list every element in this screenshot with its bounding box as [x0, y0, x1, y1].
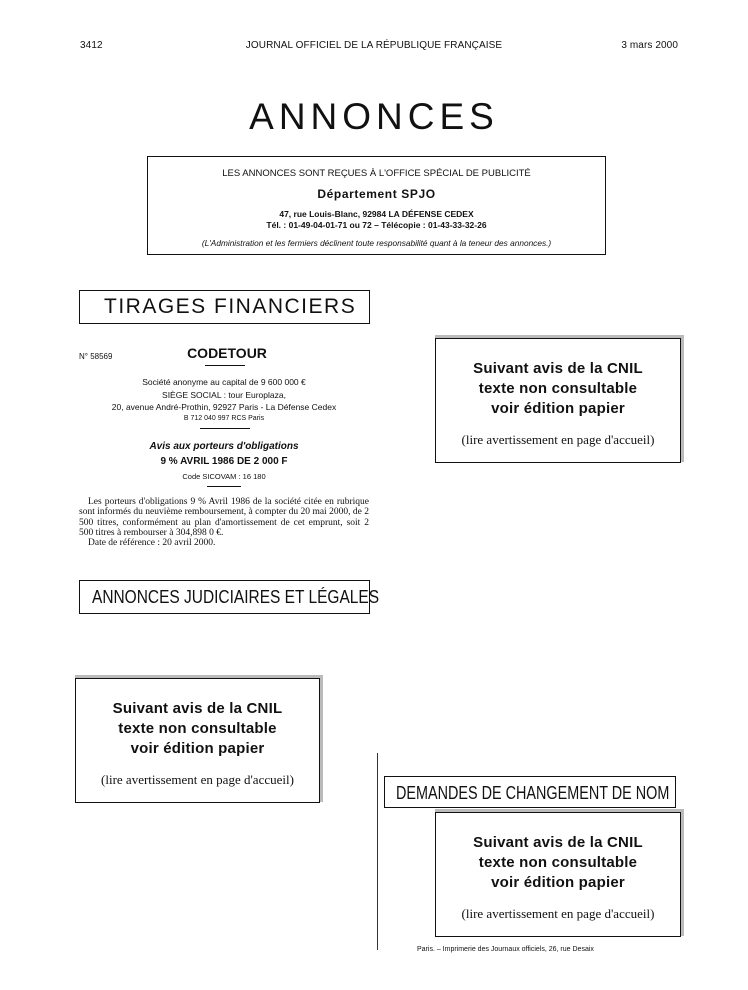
section-heading-tirages	[79, 290, 370, 324]
box-shadow	[435, 809, 684, 812]
box-shadow	[681, 810, 684, 936]
section-heading-changement-nom	[384, 776, 676, 808]
divider	[200, 428, 250, 429]
box-shadow	[681, 336, 684, 462]
department-phone: Tél. : 01-49-04-01-71 ou 72 – Télécopie : 01-43-33-32-26	[266, 220, 487, 230]
cnil-line: texte non consultable	[118, 720, 277, 737]
cnil-line: voir édition papier	[130, 740, 265, 757]
cnil-line: texte non consultable	[478, 380, 638, 397]
box-shadow	[75, 675, 323, 678]
company-name: CODETOUR	[187, 345, 267, 361]
box-shadow	[320, 676, 323, 802]
notice-number: N° 58569	[79, 352, 113, 361]
sicovam-code: Code SICOVAM : 16 180	[182, 472, 266, 481]
notice-body	[79, 497, 369, 548]
issue-date: 3 mars 2000	[621, 40, 678, 51]
journal-title: JOURNAL OFFICIEL DE LA RÉPUBLIQUE FRANÇAISE	[245, 40, 503, 51]
cnil-notice-box	[75, 678, 320, 803]
cnil-warning: (lire avertissement en page d'accueil)	[461, 906, 655, 921]
page-title: ANNONCES	[249, 96, 499, 137]
notice-subject: Avis aux porteurs d'obligations	[149, 441, 299, 452]
company-capital: Société anonyme au capital de 9 600 000 €	[142, 377, 306, 387]
cnil-line: Suivant avis de la CNIL	[473, 834, 643, 851]
company-siege: SIÈGE SOCIAL : tour Europlaza,	[162, 390, 286, 400]
cnil-line: Suivant avis de la CNIL	[473, 360, 643, 377]
company-address: 20, avenue André-Prothin, 92927 Paris - La Défense Cedex	[111, 402, 337, 412]
section-heading-label: TIRAGES FINANCIERS	[104, 295, 357, 318]
cnil-line: voir édition papier	[491, 400, 625, 417]
department-address: 47, rue Louis-Blanc, 92984 LA DÉFENSE CEDEX	[279, 209, 474, 219]
box-shadow	[435, 335, 684, 338]
cnil-line: texte non consultable	[478, 854, 638, 871]
printer-imprint: Paris. – Imprimerie des Journaux officiels, 26, rue Desaix	[417, 946, 594, 953]
department-name: Département SPJO	[317, 187, 436, 201]
divider	[207, 486, 241, 487]
cnil-notice-box	[435, 812, 681, 937]
cnil-line: voir édition papier	[491, 874, 625, 891]
company-rcs: B 712 040 997 RCS Paris	[183, 415, 265, 422]
divider	[205, 365, 245, 366]
publicity-info-box	[147, 156, 606, 255]
page-number: 3412	[80, 40, 103, 51]
cnil-warning: (lire avertissement en page d'accueil)	[101, 772, 294, 787]
cnil-warning: (lire avertissement en page d'accueil)	[461, 432, 655, 447]
notice-paragraph: Date de référence : 20 avril 2000.	[88, 538, 216, 549]
disclaimer: (L'Administration et les fermiers déclinent toute responsabilité quant à la teneur des annonces.)	[201, 238, 552, 248]
notice-paragraph: Les porteurs d'obligations 9 % Avril 1986 de la société citée en rubrique sont informés du neuvième remboursement, à compter du 20 mai 2000, de 2 500 titres, conformément au plan d'amortissement de cet emprunt, soit 2 500 titres à rembourser à 304,898 0 €.	[79, 497, 369, 538]
publicity-office-line: LES ANNONCES SONT REÇUES À L'OFFICE SPÉCIAL DE PUBLICITÉ	[222, 168, 531, 179]
section-heading-judiciaires	[79, 580, 380, 614]
section-heading-label: DEMANDES DE CHANGEMENT DE NOM	[396, 783, 670, 803]
column-divider	[377, 753, 378, 950]
bond-issue: 9 % AVRIL 1986 DE 2 000 F	[160, 456, 288, 467]
cnil-notice-box	[435, 338, 681, 463]
section-heading-label: ANNONCES JUDICIAIRES ET LÉGALES	[92, 587, 380, 607]
cnil-line: Suivant avis de la CNIL	[112, 700, 283, 717]
